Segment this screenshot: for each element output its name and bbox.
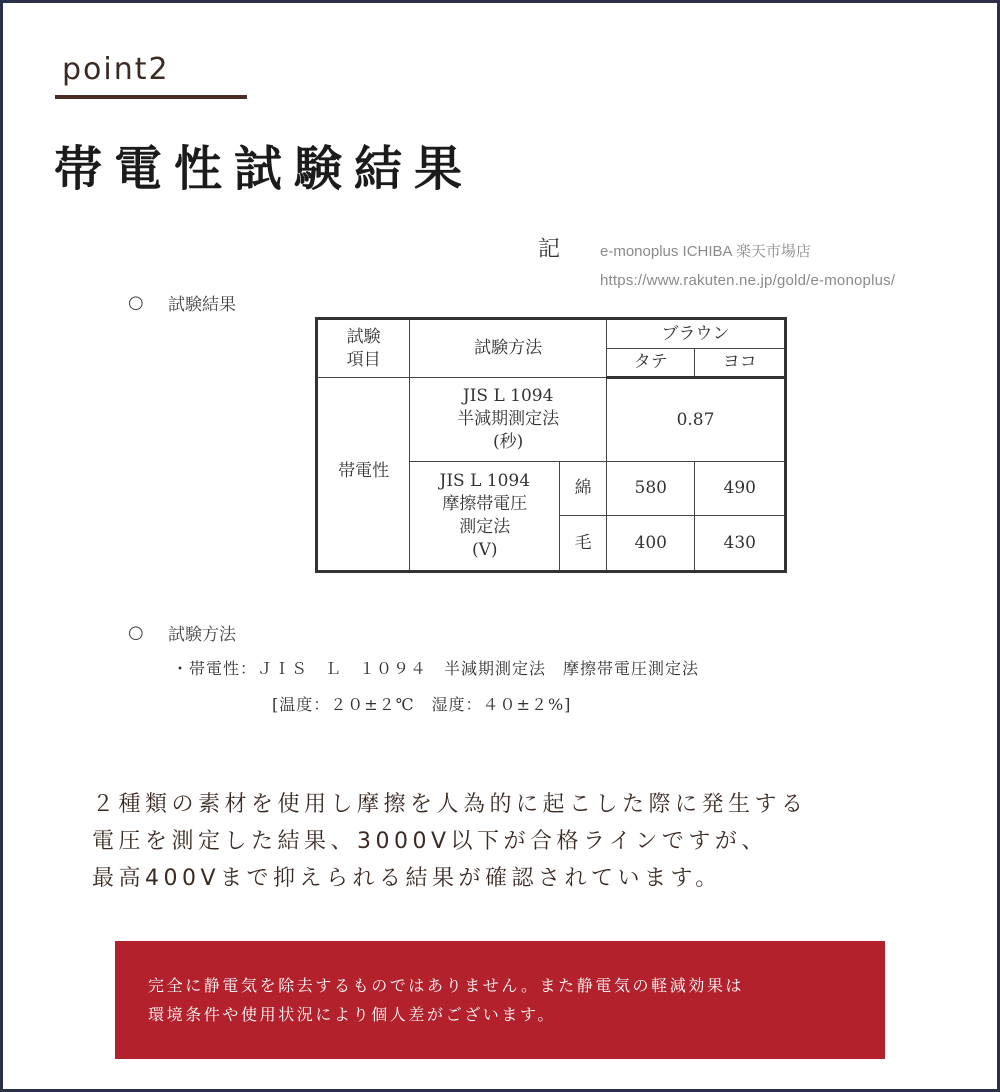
method-friction-voltage: JIS L 1094 摩擦帯電圧 測定法 (V): [410, 462, 560, 572]
value-cotton-tate: 580: [607, 462, 695, 516]
circle-bullet-icon: ○: [128, 622, 144, 643]
description-line: 電圧を測定した結果、3000V以下が合格ラインですが、: [92, 829, 768, 854]
test-conditions: [温度：２０±２℃ 湿度：４０±２%]: [272, 695, 572, 714]
fabric-wool: 毛: [560, 516, 607, 572]
document-ki-mark: 記: [538, 237, 561, 262]
section-test-results-heading: 試験結果: [168, 295, 236, 315]
circle-bullet-icon: ○: [128, 292, 144, 313]
watermark-url: https://www.rakuten.ne.jp/gold/e-monoplus/: [600, 272, 896, 289]
header-test-item: 試験 項目: [317, 319, 410, 378]
watermark-shop-name: e-monoplus ICHIBA 楽天市場店: [600, 243, 811, 260]
section-test-method-heading: 試験方法: [168, 625, 236, 645]
fabric-cotton: 綿: [560, 462, 607, 516]
header-yoko: ヨコ: [695, 349, 786, 378]
test-method-standard: ・帯電性：ＪＩＳ Ｌ １０９４ 半減期測定法 摩擦帯電圧測定法: [172, 659, 700, 678]
description-text: [92, 786, 808, 897]
row-item-electrostatic: 帯電性: [317, 378, 410, 572]
value-half-life: 0.87: [607, 378, 786, 462]
disclaimer-notice: [115, 941, 885, 1059]
point-label: point2: [62, 52, 170, 87]
value-cotton-yoko: 490: [695, 462, 786, 516]
header-test-method: 試験方法: [410, 319, 607, 378]
section-test-results: [128, 290, 236, 315]
description-line: 最高400Vまで抑えられる結果が確認されています。: [92, 866, 722, 891]
header-tate: タテ: [607, 349, 695, 378]
method-half-life: JIS L 1094 半減期測定法 (秒): [410, 378, 607, 462]
point-underline: [55, 95, 247, 99]
notice-line: 環境条件や使用状況により個人差がございます。: [148, 1005, 556, 1024]
value-wool-yoko: 430: [695, 516, 786, 572]
notice-line: 完全に静電気を除去するものではありません。また静電気の軽減効果は: [148, 976, 745, 995]
value-wool-tate: 400: [607, 516, 695, 572]
description-line: ２種類の素材を使用し摩擦を人為的に起こした際に発生する: [92, 792, 808, 817]
section-test-method: [128, 620, 236, 645]
page-title: 帯電性試験結果: [54, 141, 475, 197]
results-table: [315, 317, 787, 573]
header-color-brown: ブラウン: [607, 319, 786, 349]
